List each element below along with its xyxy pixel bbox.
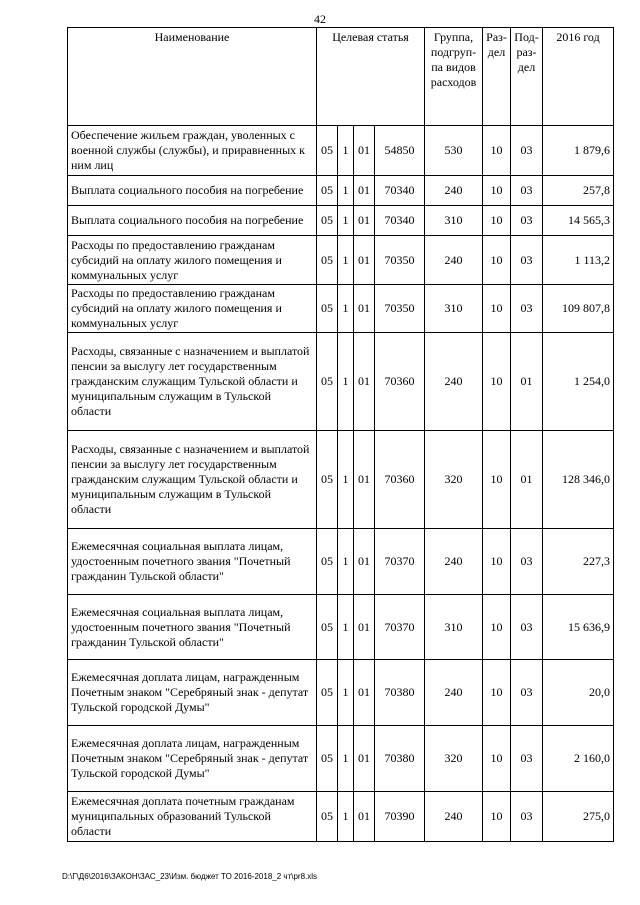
cell-target-subprogram: 1 [338, 126, 354, 176]
table-row [68, 176, 614, 206]
cell-amount: 257,8 [543, 176, 614, 206]
cell-target-subprogram: 1 [338, 726, 354, 792]
cell-subsection: 03 [511, 285, 543, 333]
cell-target-program: 05 [317, 792, 338, 842]
cell-expense-group: 240 [425, 529, 483, 595]
cell-name: Ежемесячная социальная выплата лицам, удостоенным почетного звания "Почетный гражданин Тульской области" [68, 529, 317, 595]
table-row [68, 285, 614, 333]
cell-subsection: 03 [511, 176, 543, 206]
cell-target-event: 01 [354, 285, 375, 333]
cell-section: 10 [483, 236, 511, 285]
cell-target-event: 01 [354, 595, 375, 660]
cell-name: Обеспечение жильем граждан, уволенных с военной службы (службы), и приравненных к ним лиц [68, 126, 317, 176]
header-target-article: Целевая статья [317, 28, 425, 126]
cell-expense-group: 240 [425, 792, 483, 842]
cell-target-event: 01 [354, 529, 375, 595]
cell-section: 10 [483, 595, 511, 660]
cell-target-event: 01 [354, 660, 375, 726]
table-row [68, 333, 614, 431]
cell-amount: 15 636,9 [543, 595, 614, 660]
table-row [68, 529, 614, 595]
cell-subsection: 01 [511, 431, 543, 529]
table-row [68, 792, 614, 842]
cell-target-subprogram: 1 [338, 431, 354, 529]
cell-expense-group: 240 [425, 236, 483, 285]
cell-target-event: 01 [354, 792, 375, 842]
cell-section: 10 [483, 431, 511, 529]
cell-target-code: 70360 [375, 333, 425, 431]
cell-target-event: 01 [354, 176, 375, 206]
cell-name: Ежемесячная социальная выплата лицам, удостоенным почетного звания "Почетный гражданин Тульской области" [68, 595, 317, 660]
cell-amount: 109 807,8 [543, 285, 614, 333]
cell-target-event: 01 [354, 333, 375, 431]
cell-target-event: 01 [354, 726, 375, 792]
cell-section: 10 [483, 126, 511, 176]
table-row [68, 595, 614, 660]
cell-section: 10 [483, 206, 511, 236]
cell-target-code: 70350 [375, 236, 425, 285]
cell-target-code: 70380 [375, 660, 425, 726]
cell-name: Ежемесячная доплата лицам, награжденным Почетным знаком "Серебряный знак - депутат Тульской городской Думы" [68, 726, 317, 792]
cell-target-program: 05 [317, 529, 338, 595]
cell-target-code: 70350 [375, 285, 425, 333]
cell-expense-group: 240 [425, 660, 483, 726]
cell-amount: 227,3 [543, 529, 614, 595]
cell-expense-group: 240 [425, 176, 483, 206]
cell-target-subprogram: 1 [338, 285, 354, 333]
cell-target-subprogram: 1 [338, 792, 354, 842]
footer-file-path: D:\Г\Д6\2016\ЗАКОН\ЗАС_23\Изм. бюджет ТО 2016-2018_2 чт\pr8.xls [62, 872, 318, 881]
cell-name: Расходы, связанные с назначением и выплатой пенсии за выслугу лет государственным гражданским служащим Тульской области и муниципальным служащим в Тульской области [68, 431, 317, 529]
cell-subsection: 03 [511, 236, 543, 285]
table-row [68, 726, 614, 792]
cell-subsection: 03 [511, 726, 543, 792]
table-row [68, 431, 614, 529]
cell-target-code: 54850 [375, 126, 425, 176]
table-row [68, 126, 614, 176]
budget-table [67, 27, 614, 842]
cell-expense-group: 310 [425, 206, 483, 236]
cell-expense-group: 530 [425, 126, 483, 176]
cell-target-program: 05 [317, 595, 338, 660]
cell-section: 10 [483, 285, 511, 333]
cell-target-code: 70380 [375, 726, 425, 792]
cell-section: 10 [483, 660, 511, 726]
cell-target-program: 05 [317, 206, 338, 236]
cell-name: Расходы, связанные с назначением и выплатой пенсии за выслугу лет государственным гражданским служащим Тульской области и муниципальным служащим в Тульской области [68, 333, 317, 431]
cell-name: Выплата социального пособия на погребение [68, 176, 317, 206]
cell-amount: 20,0 [543, 660, 614, 726]
cell-amount: 128 346,0 [543, 431, 614, 529]
header-year: 2016 год [543, 28, 614, 126]
cell-name: Расходы по предоставлению гражданам субсидий на оплату жилого помещения и коммунальных услуг [68, 236, 317, 285]
cell-target-code: 70360 [375, 431, 425, 529]
cell-amount: 1 879,6 [543, 126, 614, 176]
cell-expense-group: 310 [425, 285, 483, 333]
cell-amount: 275,0 [543, 792, 614, 842]
cell-subsection: 03 [511, 206, 543, 236]
cell-target-subprogram: 1 [338, 529, 354, 595]
header-expense-group: Группа, подгруп-па видов расходов [425, 28, 483, 126]
cell-target-subprogram: 1 [338, 236, 354, 285]
cell-target-subprogram: 1 [338, 595, 354, 660]
cell-section: 10 [483, 529, 511, 595]
header-name: Наименование [68, 28, 317, 126]
cell-target-event: 01 [354, 431, 375, 529]
table-row [68, 660, 614, 726]
cell-target-code: 70340 [375, 206, 425, 236]
header-row [68, 28, 614, 126]
cell-amount: 1 254,0 [543, 333, 614, 431]
cell-target-program: 05 [317, 285, 338, 333]
cell-expense-group: 310 [425, 595, 483, 660]
cell-name: Расходы по предоставлению гражданам субсидий на оплату жилого помещения и коммунальных услуг [68, 285, 317, 333]
cell-target-subprogram: 1 [338, 206, 354, 236]
cell-target-subprogram: 1 [338, 660, 354, 726]
cell-target-code: 70340 [375, 176, 425, 206]
cell-target-program: 05 [317, 726, 338, 792]
cell-amount: 14 565,3 [543, 206, 614, 236]
cell-amount: 1 113,2 [543, 236, 614, 285]
cell-expense-group: 320 [425, 726, 483, 792]
cell-subsection: 03 [511, 660, 543, 726]
table-row [68, 206, 614, 236]
cell-target-program: 05 [317, 660, 338, 726]
cell-target-program: 05 [317, 333, 338, 431]
header-section: Раз-дел [483, 28, 511, 126]
cell-subsection: 03 [511, 792, 543, 842]
cell-section: 10 [483, 333, 511, 431]
cell-target-program: 05 [317, 431, 338, 529]
cell-subsection: 03 [511, 529, 543, 595]
cell-target-program: 05 [317, 126, 338, 176]
cell-section: 10 [483, 176, 511, 206]
cell-target-program: 05 [317, 236, 338, 285]
cell-target-program: 05 [317, 176, 338, 206]
cell-target-subprogram: 1 [338, 333, 354, 431]
cell-target-code: 70370 [375, 595, 425, 660]
cell-target-event: 01 [354, 206, 375, 236]
cell-expense-group: 240 [425, 333, 483, 431]
cell-amount: 2 160,0 [543, 726, 614, 792]
table-body [68, 126, 614, 842]
cell-target-subprogram: 1 [338, 176, 354, 206]
table-row [68, 236, 614, 285]
page-number: 42 [314, 12, 326, 26]
header-subsection: Под-раз-дел [511, 28, 543, 126]
cell-name: Выплата социального пособия на погребение [68, 206, 317, 236]
cell-target-event: 01 [354, 236, 375, 285]
cell-subsection: 03 [511, 595, 543, 660]
cell-subsection: 01 [511, 333, 543, 431]
cell-target-code: 70390 [375, 792, 425, 842]
cell-section: 10 [483, 726, 511, 792]
cell-name: Ежемесячная доплата почетным гражданам муниципальных образований Тульской области [68, 792, 317, 842]
cell-subsection: 03 [511, 126, 543, 176]
cell-section: 10 [483, 792, 511, 842]
cell-expense-group: 320 [425, 431, 483, 529]
cell-name: Ежемесячная доплата лицам, награжденным Почетным знаком "Серебряный знак - депутат Тульской городской Думы" [68, 660, 317, 726]
cell-target-code: 70370 [375, 529, 425, 595]
cell-target-event: 01 [354, 126, 375, 176]
